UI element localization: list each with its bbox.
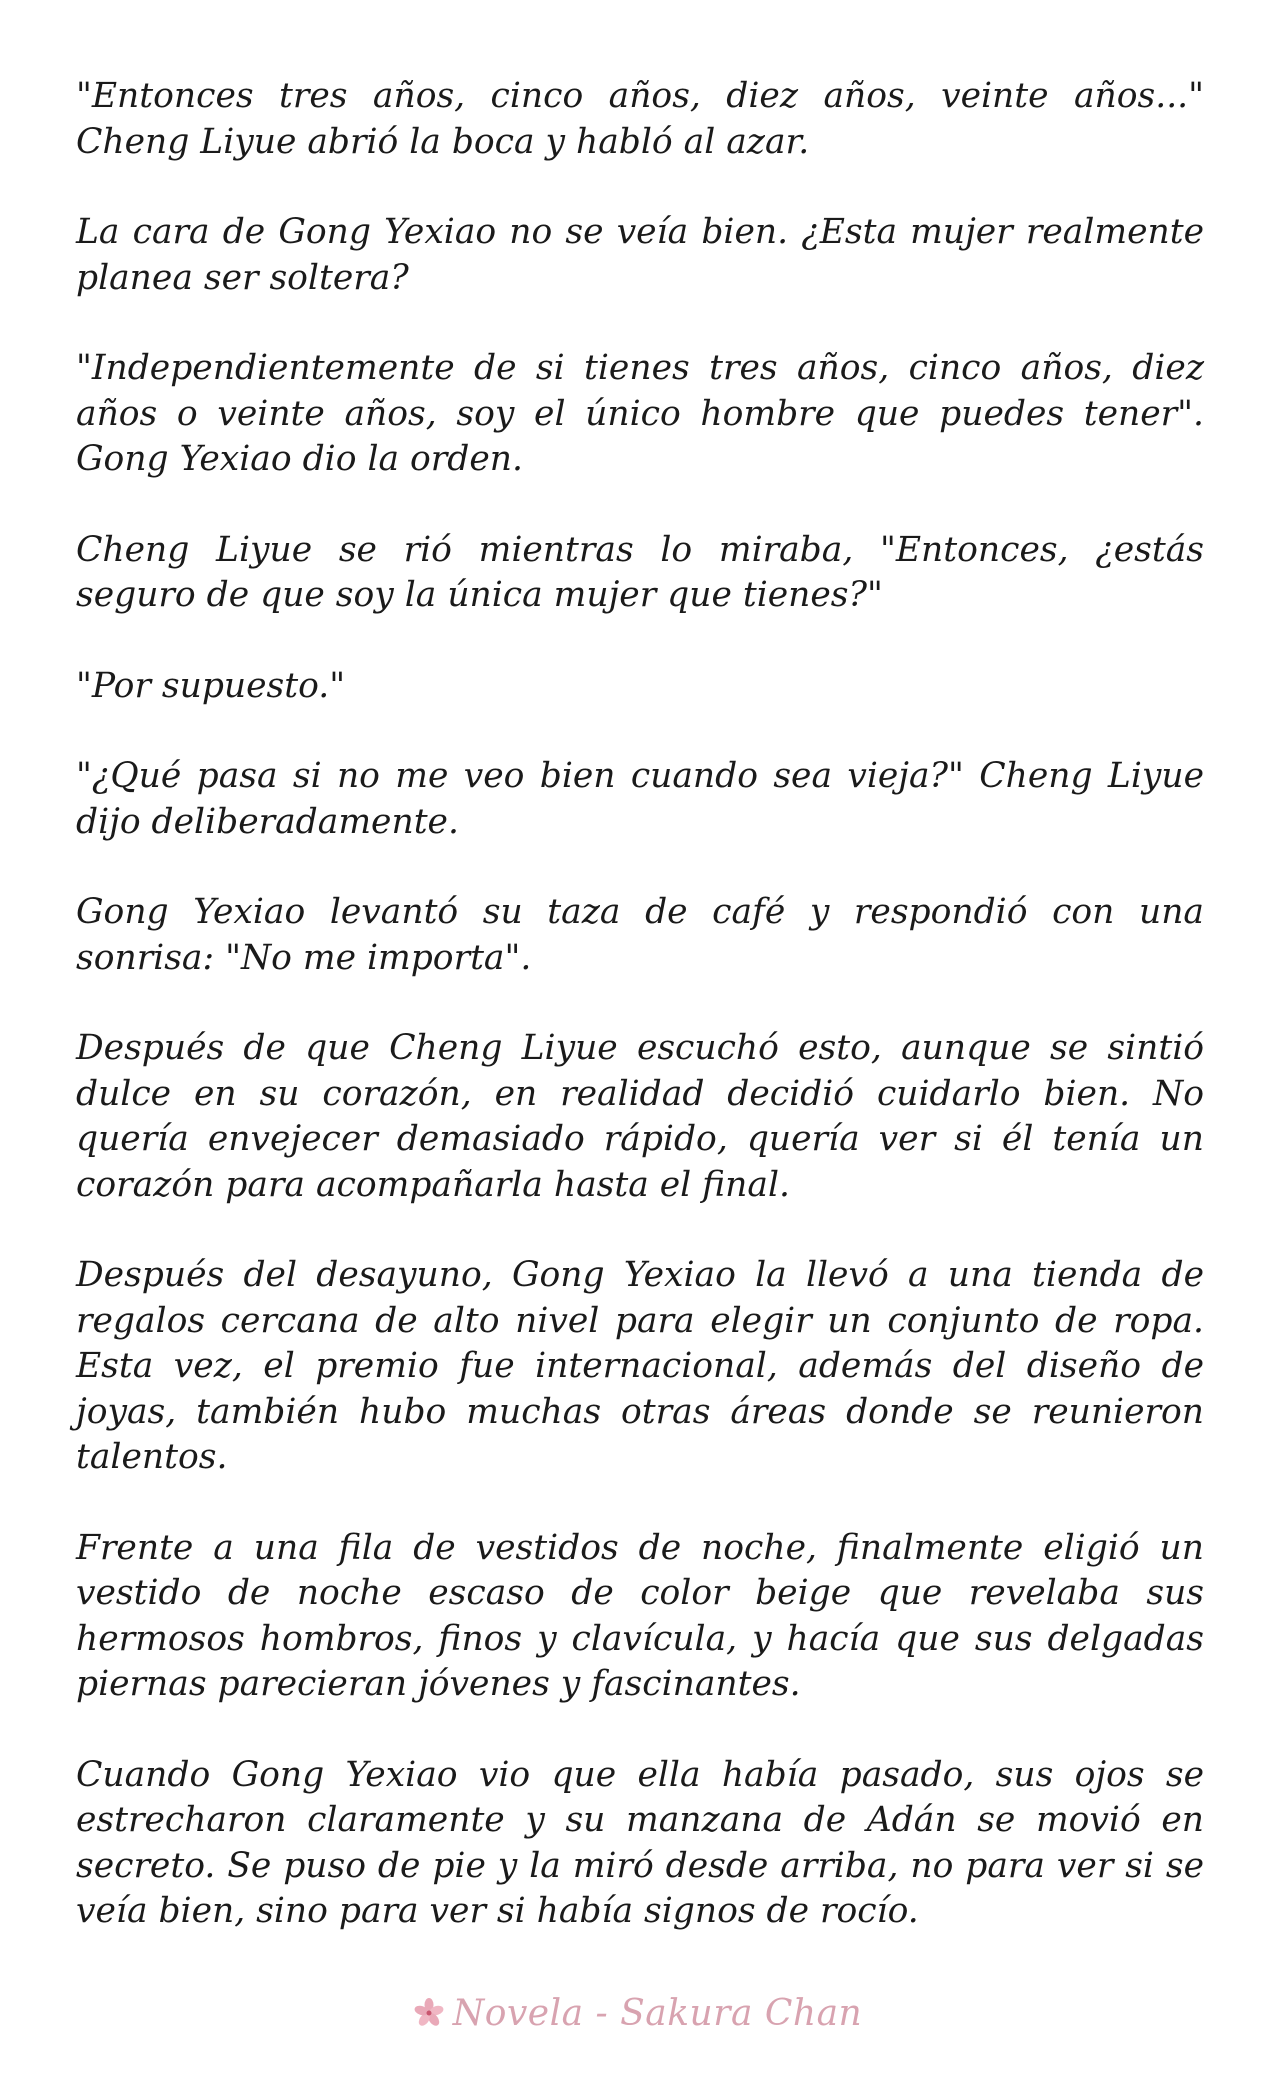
- watermark-text: Novela - Sakura Chan: [452, 1992, 863, 2034]
- paragraph-9: Después del desayuno, Gong Yexiao la llevó a una tienda de regalos cercana de alto nivel para elegir un conjunto de ropa. Esta vez, el premio fue internacional, además del diseño de joyas, también hubo muchas otras áreas donde se reunieron talentos.: [76, 1255, 1204, 1477]
- paragraph-6: "¿Qué pasa si no me veo bien cuando sea vieja?" Cheng Liyue dijo deliberadamente.: [76, 756, 1204, 842]
- watermark: [0, 1988, 1275, 2038]
- paragraph-1: "Entonces tres años, cinco años, diez años, veinte años..." Cheng Liyue abrió la boca y habló al azar.: [76, 76, 1204, 162]
- paragraph-7: Gong Yexiao levantó su taza de café y respondió con una sonrisa: "No me importa".: [76, 892, 1204, 978]
- paragraph-3: "Independientemente de si tienes tres años, cinco años, diez años o veinte años, soy el único hombre que puedes tener". Gong Yexiao dio la orden.: [76, 348, 1204, 479]
- paragraph-10: Frente a una fila de vestidos de noche, finalmente eligió un vestido de noche escaso de color beige que revelaba sus hermosos hombros, finos y clavícula, y hacía que sus delgadas piernas parecieran jóvenes y fascinantes.: [76, 1527, 1204, 1704]
- paragraph-8: Después de que Cheng Liyue escuchó esto, aunque se sintió dulce en su corazón, en realidad decidió cuidarlo bien. No quería envejecer demasiado rápido, quería ver si él tenía un corazón para acompañarla hasta el final.: [76, 1028, 1204, 1205]
- paragraph-11: Cuando Gong Yexiao vio que ella había pasado, sus ojos se estrecharon claramente y su manzana de Adán se movió en secreto. Se puso de pie y la miró desde arriba, no para ver si se veía bien, sino para ver si había signos de rocío.: [76, 1754, 1204, 1931]
- paragraph-4: Cheng Liyue se rió mientras lo miraba, "Entonces, ¿estás seguro de que soy la única mujer que tienes?": [76, 529, 1204, 615]
- paragraph-2: La cara de Gong Yexiao no se veía bien. ¿Esta mujer realmente planea ser soltera?: [76, 212, 1204, 298]
- sakura-flower-icon: [413, 1997, 445, 2029]
- document-body: [76, 74, 1204, 1980]
- paragraph-5: "Por supuesto.": [76, 665, 346, 706]
